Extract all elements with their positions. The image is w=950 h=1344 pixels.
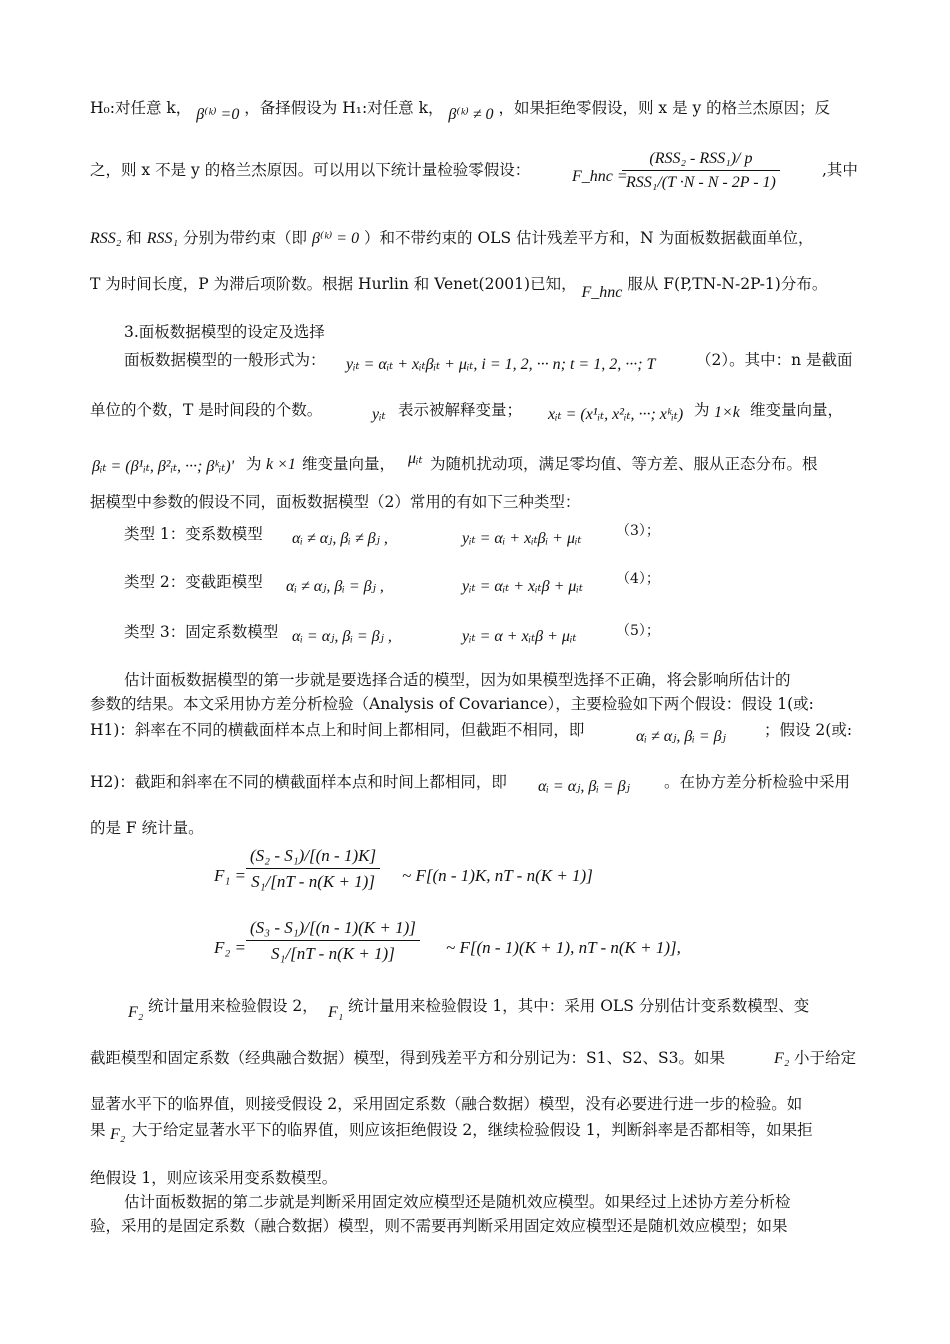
text: 据模型中参数的假设不同，面板数据模型（2）常用的有如下三种类型： xyxy=(90,493,581,511)
f-hnc-label: F_hnc = xyxy=(572,168,628,185)
text: 截距模型和固定系数（经典融合数据）模型，得到残差平方和分别记为：S1、S2、S3。如果 xyxy=(90,1049,725,1067)
text: 。在协方差分析检验中采用 xyxy=(664,773,851,791)
type-3-condition: αᵢ = αⱼ, βᵢ = βⱼ , xyxy=(292,628,392,645)
mu-it: μᵢₜ xyxy=(408,450,423,467)
p1-line4 xyxy=(90,272,828,301)
rss2: RSS₂ xyxy=(90,230,122,247)
type-1-number: （3）； xyxy=(616,523,660,539)
text: ，备择假设为 H₁:对任意 k， xyxy=(244,99,444,117)
f1-fraction xyxy=(246,846,380,892)
text: ；假设 2(或: xyxy=(764,721,853,739)
text: 表示被解释变量； xyxy=(398,401,523,419)
beta-k-zero: β⁽ᵏ⁾ =0 xyxy=(196,106,240,123)
type-3-number: （5）； xyxy=(616,623,660,639)
type-2-number: （4）； xyxy=(616,571,660,587)
text: 参数的结果。本文采用协方差分析检验（Analysis of Covariance），主要检验如下两个假设：假设 1(或: xyxy=(90,695,814,713)
hypothesis-1-equation: αᵢ ≠ αⱼ, βᵢ = βⱼ xyxy=(636,728,726,745)
f-hnc-denominator: RSS₁/(T ·N - N - 2P - 1) xyxy=(626,174,776,191)
x-it-vector: xᵢₜ = (x¹ᵢₜ, x²ᵢₜ, ···; xᵏᵢₜ) xyxy=(548,406,684,423)
text: H2)：截距和斜率在不同的横截面样本点和时间上都相同，即 xyxy=(90,773,507,791)
f1-denominator: S₁/[nT - n(K + 1)] xyxy=(251,872,375,891)
text: 验，采用的是固定系数（融合数据）模型，则不需要再判断采用固定效应模型还是随机效应模型；如果 xyxy=(90,1217,788,1235)
text: 小于给定 xyxy=(794,1049,857,1067)
p1-line3 xyxy=(90,226,814,248)
type-1-equation: yᵢₜ = αᵢ + xᵢₜβᵢ + μᵢₜ xyxy=(462,530,582,547)
text: 绝假设 1，则应该采用变系数模型。 xyxy=(90,1169,338,1187)
type-2-equation: yᵢₜ = αᵢₜ + xᵢₜβ + μᵢₜ xyxy=(462,578,583,595)
text: 估计面板数据模型的第一步就是要选择合适的模型，因为如果模型选择不正确，将会影响所估计的 xyxy=(124,671,791,689)
text: 为 xyxy=(246,455,262,473)
text: 和 xyxy=(126,229,142,247)
f2-fraction xyxy=(246,918,420,964)
text: 为 xyxy=(694,401,710,419)
text: 为随机扰动项，满足零均值、等方差、服从正态分布。根 xyxy=(430,455,818,473)
text: 维变量向量， xyxy=(302,455,396,473)
type-3-equation: yᵢₜ = α + xᵢₜβ + μᵢₜ xyxy=(462,628,577,645)
f-hnc-numerator: (RSS₂ - RSS₁)/ p xyxy=(622,150,780,171)
f2-numerator: (S₃ - S₁)/[(n - 1)(K + 1)] xyxy=(246,918,420,941)
f2-denominator: S₁/[nT - n(K + 1)] xyxy=(271,944,395,963)
beta-k-zero: β⁽ᵏ⁾ = 0 xyxy=(311,230,360,247)
text: 面板数据模型的一般形式为： xyxy=(124,351,326,369)
text: 统计量用来检验假设 2， xyxy=(148,997,318,1015)
y-it: yᵢₜ xyxy=(372,406,386,423)
p1-line1 xyxy=(90,96,831,123)
p1-line2 xyxy=(90,158,530,180)
beta-it-vector: βᵢₜ = (β¹ᵢₜ, β²ᵢₜ, ···; βᵏᵢₜ)' xyxy=(92,458,235,475)
text: ，如果拒绝零假设，则 x 是 y 的格兰杰原因；反 xyxy=(498,99,831,117)
beta-k-nonzero: β⁽ᵏ⁾ ≠ 0 xyxy=(448,106,494,123)
text: H₀:对任意 k， xyxy=(90,99,192,117)
type-3-label: 类型 3：固定系数模型 xyxy=(124,623,279,641)
text: 的是 F 统计量。 xyxy=(90,819,204,837)
section-heading: 3.面板数据模型的设定及选择 xyxy=(124,323,325,341)
f2-symbol: F₂ xyxy=(110,1126,126,1143)
f2-symbol: F₂ xyxy=(774,1050,790,1067)
dim-1xk: 1×k xyxy=(714,404,740,421)
type-1-condition: αᵢ ≠ αⱼ, βᵢ ≠ βⱼ , xyxy=(292,530,388,547)
type-1-label: 类型 1：变系数模型 xyxy=(124,525,263,543)
text: 大于给定显著水平下的临界值，则应该拒绝假设 2，继续检验假设 1，判断斜率是否都相等，如果拒 xyxy=(132,1121,813,1139)
type-2-label: 类型 2：变截距模型 xyxy=(124,573,263,591)
text: 单位的个数，T 是时间段的个数。 xyxy=(90,401,323,419)
text: 显著水平下的临界值，则接受假设 2，采用固定系数（融合数据）模型，没有必要进行进一步的检验。如 xyxy=(90,1095,803,1113)
text: （2）。其中：n 是截面 xyxy=(696,351,853,369)
type-2-condition: αᵢ ≠ αⱼ, βᵢ = βⱼ , xyxy=(286,578,384,595)
text: ）和不带约束的 OLS 估计残差平方和，N 为面板数据截面单位， xyxy=(364,229,814,247)
f1-rhs: ~ F[(n - 1)K, nT - n(K + 1)] xyxy=(402,866,593,885)
text: 维变量向量， xyxy=(750,401,844,419)
hypothesis-2-equation: αᵢ = αⱼ, βᵢ = βⱼ xyxy=(538,778,630,795)
text: H1)：斜率在不同的横截面样本点上和时间上都相同，但截距不相同，即 xyxy=(90,721,585,739)
text: 之，则 x 不是 y 的格兰杰原因。可以用以下统计量检验零假设： xyxy=(90,161,531,179)
f-hnc: F_hnc xyxy=(581,284,623,301)
text: 果 xyxy=(90,1121,106,1139)
text: ,其中 xyxy=(822,161,858,179)
text: 统计量用来检验假设 1，其中：采用 OLS 分别估计变系数模型、变 xyxy=(348,997,810,1015)
dim-kx1: k ×1 xyxy=(266,456,296,473)
general-model-equation: yᵢₜ = αᵢₜ + xᵢₜβᵢₜ + μᵢₜ, i = 1, 2, ··· n; t = 1, 2, ···; T xyxy=(346,356,656,373)
text: T 为时间长度，P 为滞后项阶数。根据 Hurlin 和 Venet(2001)已知， xyxy=(90,275,577,293)
f-hnc-fraction xyxy=(622,150,780,192)
f1-numerator: (S₂ - S₁)/[(n - 1)K] xyxy=(246,846,380,869)
f1-symbol: F₁ xyxy=(328,1004,344,1021)
rss1: RSS₁ xyxy=(146,230,179,247)
text: 服从 F(P,TN-N-2P-1)分布。 xyxy=(627,275,828,293)
text: 分别为带约束（即 xyxy=(183,229,308,247)
f2-symbol: F₂ xyxy=(128,1004,144,1021)
f1-lhs: F₁ = xyxy=(214,866,247,885)
f2-lhs: F₂ = xyxy=(214,938,247,957)
text: 估计面板数据的第二步就是判断采用固定效应模型还是随机效应模型。如果经过上述协方差分析检 xyxy=(124,1193,791,1211)
f2-rhs: ~ F[(n - 1)(K + 1), nT - n(K + 1)], xyxy=(446,938,681,957)
